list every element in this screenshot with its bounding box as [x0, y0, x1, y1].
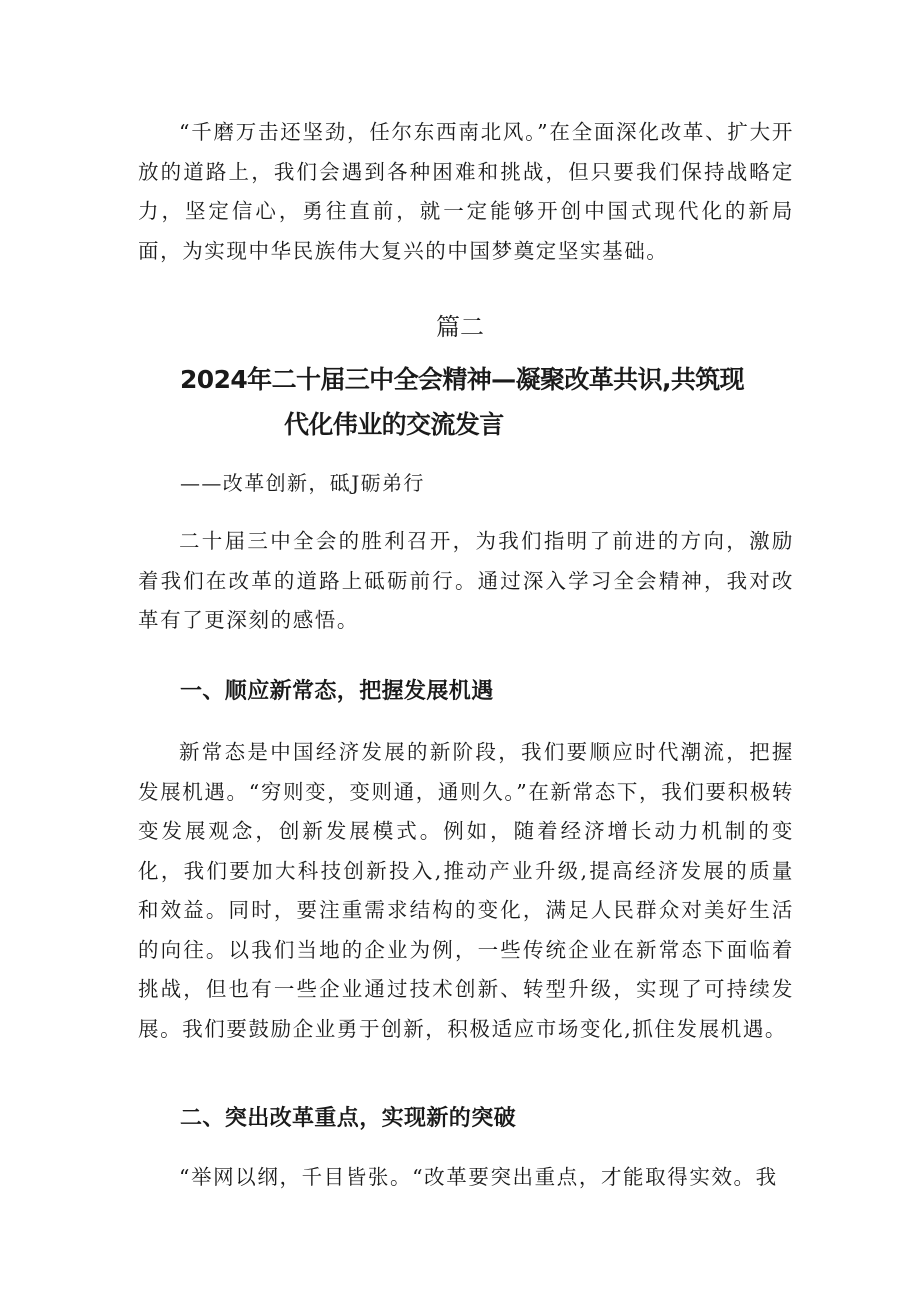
title-line-2: 代化伟业的交流发言 — [284, 410, 504, 439]
title-line-1: 2024年二十届三中全会精神—凝聚改革共识,共筑现 — [180, 365, 745, 394]
section-heading-1: 一、顺应新常态，把握发展机遇 — [180, 679, 494, 704]
document-title — [180, 357, 780, 447]
section-heading-2: 二、突出改革重点，实现新的突破 — [180, 1106, 517, 1131]
body-paragraph-1: 新常态是中国经济发展的新阶段，我们要顺应时代潮流，把握发展机遇。“穷则变，变则通，通则久。”在新常态下，我们要积极转变发展观念，创新发展模式。例如，随着经济增长动力机制的变化，我们要加大科技创新投入,推动产业升级,提高经济发展的质量和效益。同时，要注重需求结构的变化，满足人民群众对美好生活的向往。以我们当地的企业为例，一些传统企业在新常态下面临着挑战，但也有一些企业通过技术创新、转型升级，实现了可持续发展。我们要鼓励企业勇于创新，积极适应市场变化,抓住发展机遇。 — [138, 740, 794, 1041]
body-paragraph-2: “举网以纲，千目皆张。“改革要突出重点，才能取得实效。我 — [179, 1165, 778, 1189]
section-label: 篇二 — [436, 313, 484, 341]
document-subtitle: ——改革创新，砥J砺弟行 — [180, 471, 425, 495]
opening-paragraph: 二十届三中全会的胜利召开，为我们指明了前进的方向，激励着我们在改革的道路上砥砺前行。通过深入学习全会精神，我对改革有了更深刻的感悟。 — [138, 529, 794, 632]
intro-paragraph: “千磨万击还坚劲，任尔东西南北风。”在全面深化改革、扩大开放的道路上，我们会遇到各种困难和挑战，但只要我们保持战略定力，坚定信心，勇往直前，就一定能够开创中国式现代化的新局面，为实现中华民族伟大复兴的中国梦奠定坚实基础。 — [138, 120, 794, 263]
